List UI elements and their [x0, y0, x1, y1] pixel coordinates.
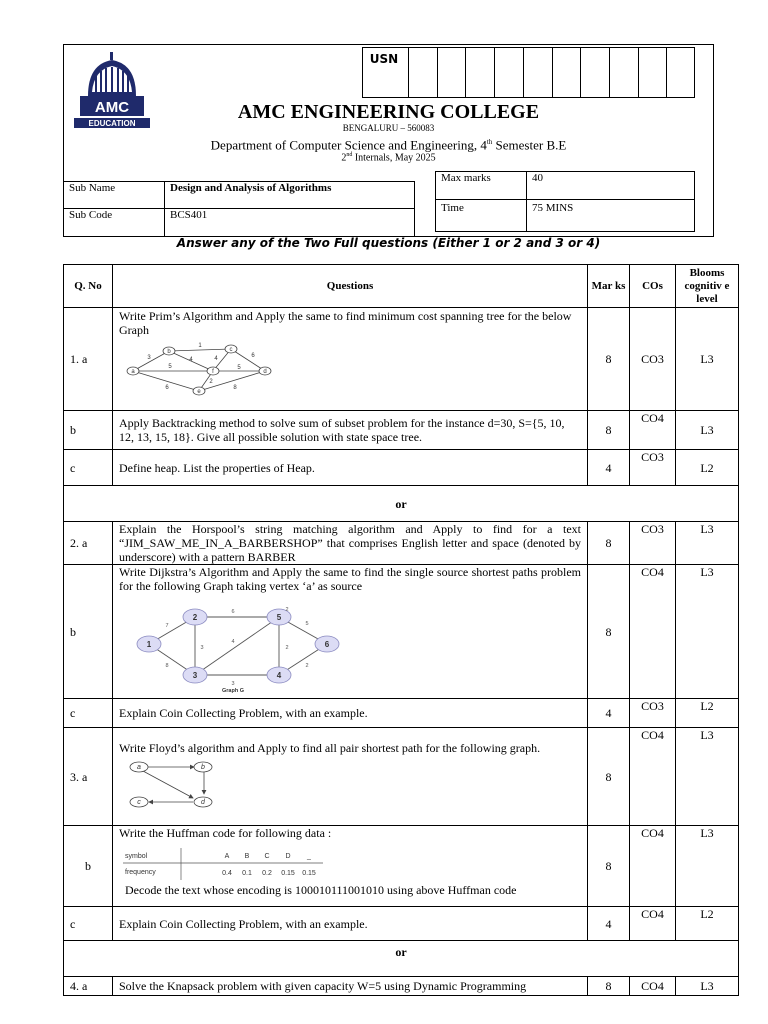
marks-cell: 8: [588, 728, 630, 826]
node-label: b: [201, 764, 205, 771]
exam-pre: 2: [341, 152, 347, 164]
col-qno-header: Q. No: [64, 265, 113, 308]
node-label: b: [167, 349, 171, 355]
usn-cell: [552, 47, 581, 98]
question-text: Define heap. List the properties of Heap.: [113, 450, 588, 486]
huffman-symbol: B: [244, 853, 250, 860]
edge-weight: 5: [237, 365, 241, 371]
time-label: Time: [441, 202, 464, 214]
co-cell: CO4: [630, 411, 676, 450]
college-city: BENGALURU – 560083: [342, 123, 435, 133]
edge-weight: 2: [285, 645, 289, 651]
sub-name-label: Sub Name: [69, 182, 116, 194]
col-questions-header: Questions: [113, 265, 588, 308]
huffman-symbol: _: [307, 853, 311, 860]
node-label: f: [212, 369, 214, 375]
node-label: d: [263, 369, 267, 375]
node-label: 2: [192, 613, 198, 622]
col-cos-header: COs: [630, 265, 676, 308]
usn-cell: [609, 47, 638, 98]
table-row: [64, 977, 739, 996]
sub-code-value: BCS401: [170, 209, 208, 221]
bloom-cell: L3: [676, 522, 739, 565]
bloom-cell: L3: [676, 308, 739, 411]
usn-cell: [437, 47, 466, 98]
node-label: 6: [324, 640, 330, 649]
usn-cell: [523, 47, 552, 98]
huffman-table: [123, 848, 323, 880]
question-text: Write Dijkstra’s Algorithm and Apply the same to find the single source shortest paths problem for the following Graph taking vertex ‘a’ as source: [119, 565, 581, 593]
node-label: d: [201, 799, 205, 806]
col-marks-header: Mar ks: [588, 265, 630, 308]
qno-cell: c: [64, 699, 113, 728]
question-text: Write the Huffman code for following data :: [119, 826, 332, 840]
col-blooms-header: Blooms cognitiv e level: [676, 265, 739, 308]
node-label: a: [137, 764, 141, 771]
qno-cell: c: [64, 450, 113, 486]
co-cell: CO3: [630, 699, 676, 728]
question-text: Solve the Knapsack problem with given capacity W=5 using Dynamic Programming: [113, 977, 588, 996]
marks-cell: 4: [588, 450, 630, 486]
qno-cell: 3. a: [64, 728, 113, 826]
node-label: 1: [146, 640, 152, 649]
max-marks-value: 40: [532, 172, 543, 184]
co-cell: CO4: [630, 977, 676, 996]
graph-caption: Graph G: [221, 688, 245, 693]
table-row: [64, 308, 739, 411]
bloom-cell: L3: [676, 728, 739, 826]
co-cell: CO4: [630, 907, 676, 941]
edge-weight: 1: [198, 343, 202, 349]
qno-cell: b: [64, 411, 113, 450]
qno-cell: b: [64, 565, 113, 699]
table-row: [64, 411, 739, 450]
marks-cell: 4: [588, 699, 630, 728]
node-label: c: [229, 347, 233, 353]
bloom-cell: L3: [676, 826, 739, 907]
prim-graph: [125, 341, 285, 399]
usn-cell: [494, 47, 523, 98]
question-text: Apply Backtracking method to solve sum of subset problem for the instance d=30, S={5, 10, 12, 13, 15, 18}. Give all possible solution with state space tree.: [113, 411, 588, 450]
huffman-freq: 0.15: [302, 870, 316, 877]
usn-cell: [580, 47, 609, 98]
node-label: a: [131, 369, 135, 375]
subject-box-vline: [164, 181, 165, 237]
marks-cell: 8: [588, 977, 630, 996]
instruction: Answer any of the Two Full questions (Either 1 or 2 and 3 or 4): [176, 236, 601, 250]
huffman-row-label: frequency: [125, 869, 156, 876]
table-row: [64, 565, 739, 699]
bloom-cell: L3: [676, 565, 739, 699]
bloom-cell: L3: [676, 977, 739, 996]
edge-weight: 4: [231, 639, 235, 645]
exam-post: Internals, May 2025: [352, 152, 436, 164]
edge-weight: 4: [214, 356, 218, 362]
co-cell: CO3: [630, 450, 676, 486]
edge-weight: 6: [231, 609, 235, 615]
edge-weight: 3: [200, 645, 204, 651]
department-pre: Department of Computer Science and Engineering, 4: [210, 137, 487, 153]
question-text: Explain the Horspool’s string matching algorithm and Apply to find for a text “JIM_SAW_ME_IN_A_BARBERSHOP” that comprises English letter and space (denoted by underscore) with a pattern BARBER: [113, 522, 588, 565]
question-table: [63, 264, 739, 996]
usn-cell: [638, 47, 667, 98]
table-row: [64, 907, 739, 941]
college-name: AMC ENGINEERING COLLEGE: [237, 101, 540, 123]
co-cell: CO4: [630, 728, 676, 826]
co-cell: CO3: [630, 308, 676, 411]
floyd-graph: [127, 760, 227, 810]
huffman-symbol: D: [285, 853, 291, 860]
bloom-cell: L3: [676, 411, 739, 450]
edge-weight: 4: [189, 357, 193, 363]
max-marks-label: Max marks: [441, 172, 491, 184]
logo-text: AMC: [94, 99, 130, 116]
usn-cell: [666, 47, 695, 98]
usn-label: USN: [369, 52, 399, 66]
marks-cell: 8: [588, 411, 630, 450]
bloom-cell: L2: [676, 450, 739, 486]
question-text: Explain Coin Collecting Problem, with an example.: [113, 699, 588, 728]
qno-cell: c: [64, 907, 113, 941]
huffman-freq: 0.2: [262, 870, 272, 877]
or-row: [64, 486, 739, 522]
usn-cell: [408, 47, 437, 98]
edge-weight: 6: [165, 385, 169, 391]
marks-cell: 8: [588, 308, 630, 411]
table-row: [64, 450, 739, 486]
marks-box-hline: [435, 199, 695, 200]
marks-cell: 8: [588, 826, 630, 907]
bloom-cell: L2: [676, 907, 739, 941]
edge-weight: 2: [285, 607, 289, 613]
co-cell: CO3: [630, 522, 676, 565]
node-label: e: [197, 389, 201, 395]
or-row: [64, 941, 739, 977]
question-text: Write Prim’s Algorithm and Apply the same to find minimum cost spanning tree for the below Graph: [119, 309, 572, 337]
node-label: c: [137, 799, 141, 806]
subject-box-hline: [63, 208, 415, 209]
department-post: Semester B.E: [492, 137, 567, 153]
exam-title: [63, 149, 714, 164]
question-text: Write Floyd’s algorithm and Apply to find all pair shortest path for the following graph.: [119, 741, 541, 755]
marks-box-vline: [526, 171, 527, 232]
question-text-decode: Decode the text whose encoding is 100010111001010 using above Huffman code: [125, 883, 517, 897]
co-cell: CO4: [630, 826, 676, 907]
logo-subtext: EDUCATION: [88, 119, 136, 128]
edge-weight: 2: [305, 663, 309, 669]
question-cell: [113, 565, 588, 699]
edge-weight: 5: [168, 364, 172, 370]
time-value: 75 MINS: [532, 202, 574, 214]
marks-cell: 8: [588, 522, 630, 565]
node-label: 5: [276, 613, 282, 622]
edge-weight: 8: [233, 385, 237, 391]
table-row: [64, 728, 739, 826]
edge-weight: 6: [251, 353, 255, 359]
question-cell: [113, 826, 588, 907]
node-label: 4: [276, 671, 282, 680]
edge-weight: 3: [231, 681, 235, 687]
question-cell: [113, 308, 588, 411]
huffman-freq: 0.15: [281, 870, 295, 877]
qno-cell: b: [64, 826, 113, 907]
marks-cell: 4: [588, 907, 630, 941]
qno-cell: 2. a: [64, 522, 113, 565]
node-label: 3: [192, 671, 198, 680]
edge-weight: 2: [209, 379, 213, 385]
table-row: [64, 522, 739, 565]
table-header-row: [64, 265, 739, 308]
huffman-freq: 0.4: [222, 870, 232, 877]
marks-cell: 8: [588, 565, 630, 699]
edge-weight: 8: [165, 663, 169, 669]
edge-weight: 7: [165, 623, 169, 629]
or-label: or: [64, 941, 739, 977]
department-sup: th: [486, 138, 493, 146]
question-text: Explain Coin Collecting Problem, with an example.: [113, 907, 588, 941]
edge-weight: 5: [305, 621, 309, 627]
dijkstra-graph: [129, 601, 349, 693]
huffman-symbol: A: [224, 853, 230, 860]
co-cell: CO4: [630, 565, 676, 699]
sub-name-value: Design and Analysis of Algorithms: [170, 182, 332, 194]
bloom-cell: L2: [676, 699, 739, 728]
table-row: [64, 699, 739, 728]
usn-cell: [465, 47, 494, 98]
huffman-symbol: C: [264, 853, 270, 860]
exam-sup: nd: [346, 152, 353, 158]
qno-cell: 1. a: [64, 308, 113, 411]
edge-weight: 3: [147, 355, 151, 361]
huffman-freq: 0.1: [242, 870, 252, 877]
table-row: [64, 826, 739, 907]
huffman-row-label: symbol: [125, 853, 148, 860]
qno-cell: 4. a: [64, 977, 113, 996]
or-label: or: [64, 486, 739, 522]
sub-code-label: Sub Code: [69, 209, 113, 221]
question-cell: [113, 728, 588, 826]
